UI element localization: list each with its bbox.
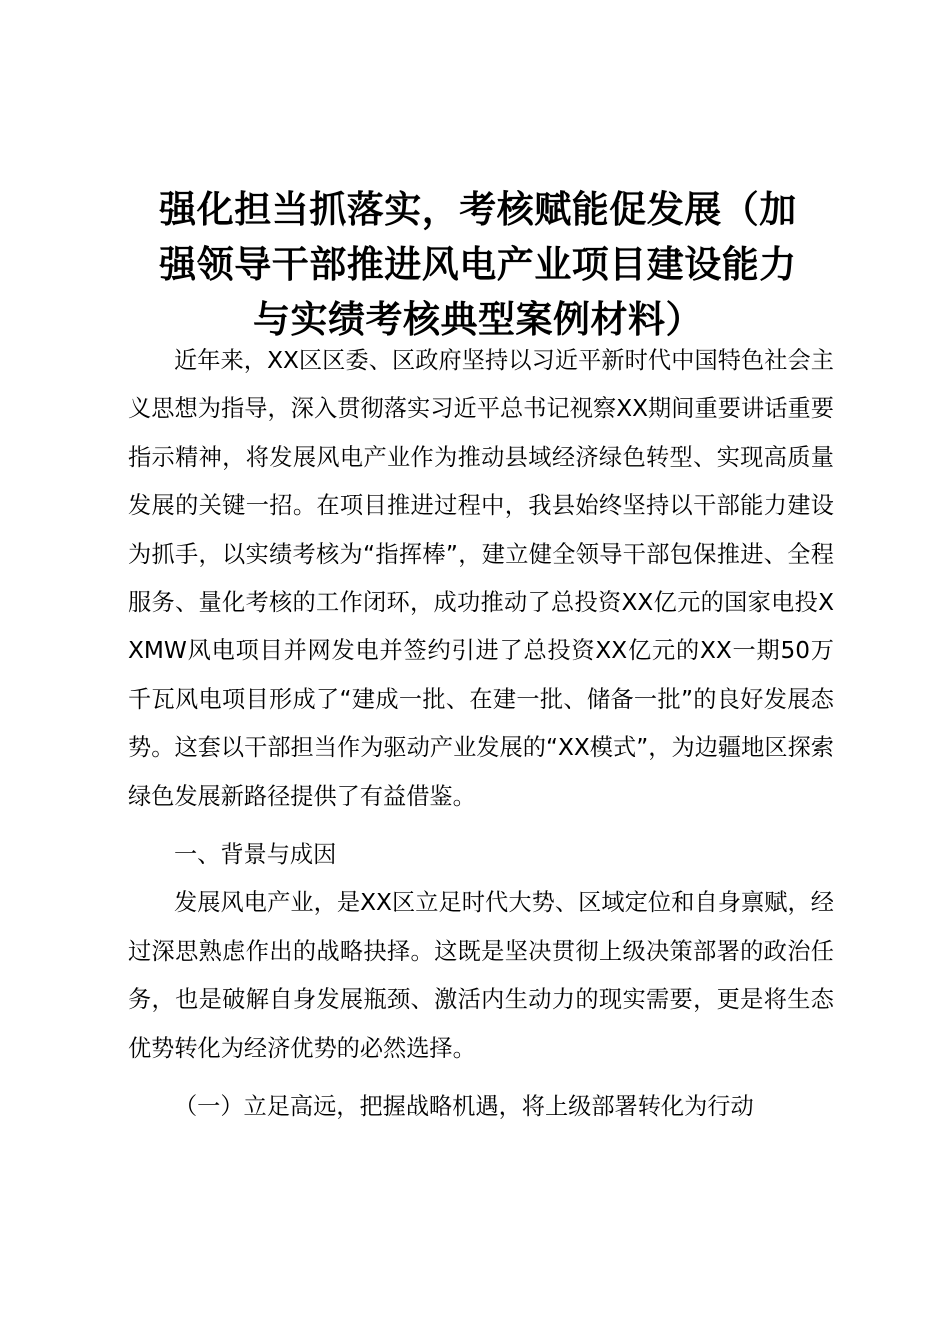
document-title xyxy=(124,182,832,347)
title-line-1: 强化担当抓落实，考核赋能促发展（加 xyxy=(159,188,797,231)
title-line-3: 与实绩考核典型案例材料） xyxy=(253,298,703,341)
document-body xyxy=(128,337,834,1132)
subsection-heading: （一）立足高远，把握战略机遇，将上级部署转化为行动 xyxy=(174,1093,754,1121)
title-line-2: 强领导干部推进风电产业项目建设能力 xyxy=(159,243,797,286)
background-paragraph: 发展风电产业，是XX区立足时代大势、区域定位和自身禀赋，经过深思熟虑作出的战略抉择。这既是坚决贯彻上级决策部署的政治任务，也是破解自身发展瓶颈、激活内生动力的现实需要，更是将生态优势转化为经济优势的必然选择。 xyxy=(128,889,834,1062)
intro-paragraph: 近年来，XX区区委、区政府坚持以习近平新时代中国特色社会主义思想为指导，深入贯彻落实习近平总书记视察XX期间重要讲话重要指示精神，将发展风电产业作为推动县域经济绿色转型、实现高质量发展的关键一招。在项目推进过程中，我县始终坚持以干部能力建设为抓手，以实绩考核为“指挥棒”，建立健全领导干部包保推进、全程服务、量化考核的工作闭环，成功推动了总投资XX亿元的国家电投XXMW风电项目并网发电并签约引进了总投资XX亿元的XX一期50万千瓦风电项目形成了“建成一批、在建一批、储备一批”的良好发展态势。这套以干部担当作为驱动产业发展的“XX模式”，为边疆地区探索绿色发展新路径提供了有益借鉴。 xyxy=(128,347,834,810)
section-heading: 一、背景与成因 xyxy=(174,841,337,869)
